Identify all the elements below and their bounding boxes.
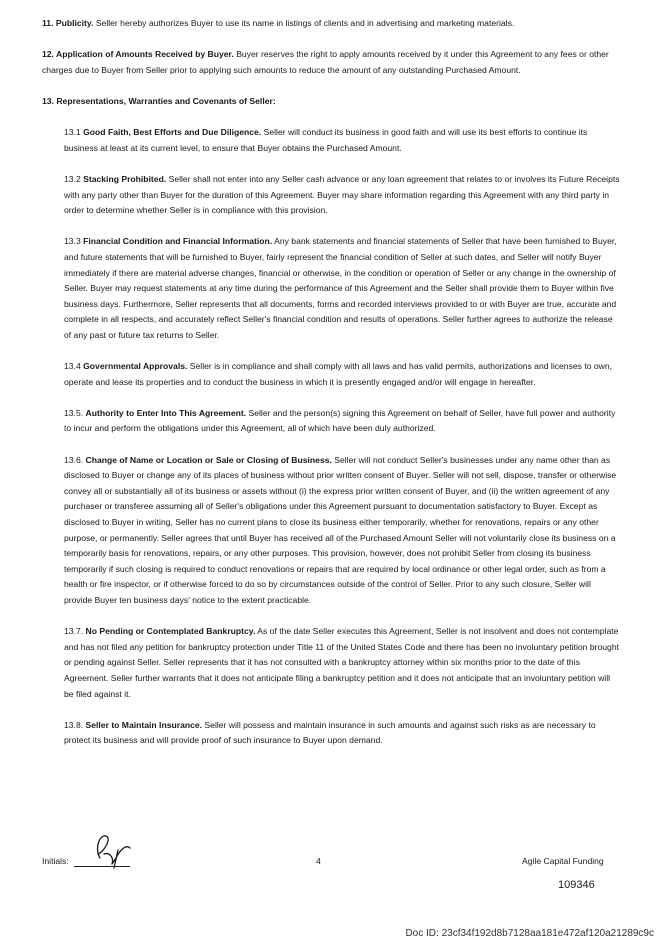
subsection-13-4 — [64, 359, 620, 390]
subsection-number: 13.8. — [64, 719, 86, 730]
subsection-13-6 — [64, 453, 620, 609]
subsection-13-5 — [64, 406, 620, 437]
subsection-number: 13.4 — [64, 361, 84, 372]
company-name: Agile Capital Funding — [522, 856, 604, 866]
subsection-13-7 — [64, 624, 620, 702]
section-12 — [42, 47, 620, 78]
subsection-heading: Stacking Prohibited. — [83, 173, 167, 184]
subsection-text: Seller is in compliance and shall comply with all laws and has valid permits, authorizations and licenses to own, operate and lease its properties and to conduct the business in which it is presently engaged and/or will engage in hereafter. — [64, 361, 613, 387]
subsection-13-3 — [64, 234, 620, 343]
section-13-heading: 13. Representations, Warranties and Covenants of Seller: — [42, 95, 276, 106]
subsection-13-8 — [64, 718, 620, 749]
page-number: 4 — [316, 856, 321, 866]
subsection-number: 13.2 — [64, 173, 84, 184]
subsection-text: Seller and the person(s) signing this Agreement on behalf of Seller, have full power and authority to incur and perform the obligations under this Agreement, all of which have been duly authorized. — [64, 407, 616, 434]
subsection-text: Seller will conduct its business in good faith and will use its best efforts to continue its business at least at its current level, to ensure that Buyer obtains the Purchased Amount. — [64, 127, 588, 153]
subsection-text: Any bank statements and financial statements of Seller that have been furnished to Buyer, and future statements that will be furnished to Buyer, fairly represent the financial condition of Seller at such dates, and Seller will notify Buyer immediately if there are material adverse changes, financial or otherwise, in the condition or operation of Seller or any change in the ownership of Seller. Buyer may request statements at any time during the performance of this Agreement and the Seller shall provide them to Buyer within five business days. Furthermore, Seller represents that all documents, forms and recorded interviews provided to or with Buyer are true, accurate and complete in all respects, and accurately reflect Seller's financial condition and results of operations. Seller further agrees to authorize the release of any past or future tax returns to Seller. — [64, 236, 617, 340]
subsection-text: Seller will not conduct Seller's businesses under any name other than as disclosed to Buyer or change any of its places of business without prior written consent of Buyer. Seller will not sell, dispose, transfer or otherwise convey all or substantially all of its business or assets without (i) the express prior written consent of Buyer, and (ii) the written agreement of any purchaser or transferee assuming all of Seller's obligations under this Agreement pursuant to documentation satisfactory to Buyer. Except as disclosed to Buyer in writing, Seller has no current plans to close its business either temporarily, whether for renovations, repairs or any other purpose, or permanently. Seller agrees that until Buyer has received all of the Purchased Amount Seller will not voluntarily close its business on a temporarily basis for renovations, repairs, or any other purposes. This provision, however, does not prohibit Seller from closing its business temporarily if such closing is required to conduct renovations or repairs that are required by local ordinance or other legal order, such as from a health or fire inspector, or if otherwise forced to do so by circumstances outside of the control of Seller. Prior to any such closure, Seller will provide Buyer ten business days' notice to the extent practicable. — [64, 454, 617, 605]
subsection-number: 13.7. — [64, 626, 86, 637]
subsection-heading: Change of Name or Location or Sale or Closing of Business. — [85, 454, 332, 465]
doc-id: Doc ID: 23cf34f192d8b7128aa181e472af120a21289c9c — [405, 928, 654, 939]
section-11 — [42, 16, 620, 32]
subsection-heading: Financial Condition and Financial Information. — [83, 236, 273, 247]
file-number: 109346 — [558, 879, 595, 891]
subsection-number: 13.1 — [64, 127, 84, 138]
document-body — [42, 16, 620, 765]
subsection-heading: Governmental Approvals. — [83, 361, 188, 372]
subsection-13-2 — [64, 172, 620, 219]
subsection-text: Seller shall not enter into any Seller cash advance or any loan agreement that relates to or involves its Future Receipts with any party other than Buyer for the duration of this Agreement. Buyer may share information regarding this Agreement with any third party in order to determine whether Seller is in compliance with this provision. — [64, 173, 620, 216]
section-text: Buyer reserves the right to apply amounts received by it under this Agreement to any fees or other charges due to Buyer from Seller prior to applying such amounts to reduce the amount of any outstanding Purchased Amount. — [42, 49, 609, 75]
initials-label: Initials: — [42, 856, 69, 866]
subsection-heading: No Pending or Contemplated Bankruptcy. — [85, 626, 256, 637]
subsection-heading: Seller to Maintain Insurance. — [85, 719, 203, 730]
subsection-13-1 — [64, 125, 620, 156]
initials-signature — [86, 828, 136, 876]
section-text: Seller hereby authorizes Buyer to use its name in listings of clients and in advertising and marketing materials. — [93, 18, 515, 28]
subsection-heading: Good Faith, Best Efforts and Due Diligence. — [83, 127, 262, 138]
subsection-number: 13.3 — [64, 236, 84, 247]
section-heading: 11. Publicity. — [42, 18, 94, 28]
subsection-heading: Authority to Enter Into This Agreement. — [85, 407, 247, 418]
subsection-number: 13.5. — [64, 407, 86, 418]
subsection-number: 13.6. — [64, 454, 86, 465]
section-heading: 12. Application of Amounts Received by Buyer. — [42, 49, 234, 60]
subsection-text: As of the date Seller executes this Agreement, Seller is not insolvent and does not contemplate and has not filed any petition for bankruptcy protection under Title 11 of the United States Code and there has been no involuntary petition brought or pending against Seller. Seller represents that it has not consulted with a bankruptcy attorney within six months prior to the date of this Agreement. Seller further warrants that it does not anticipate filing a bankruptcy petition and it does not anticipate that an involuntary petition will be filed against it. — [64, 626, 619, 699]
subsection-text: Seller will possess and maintain insurance in such amounts and against such risks as are necessary to protect its business and will provide proof of such insurance to Buyer upon demand. — [64, 719, 596, 746]
